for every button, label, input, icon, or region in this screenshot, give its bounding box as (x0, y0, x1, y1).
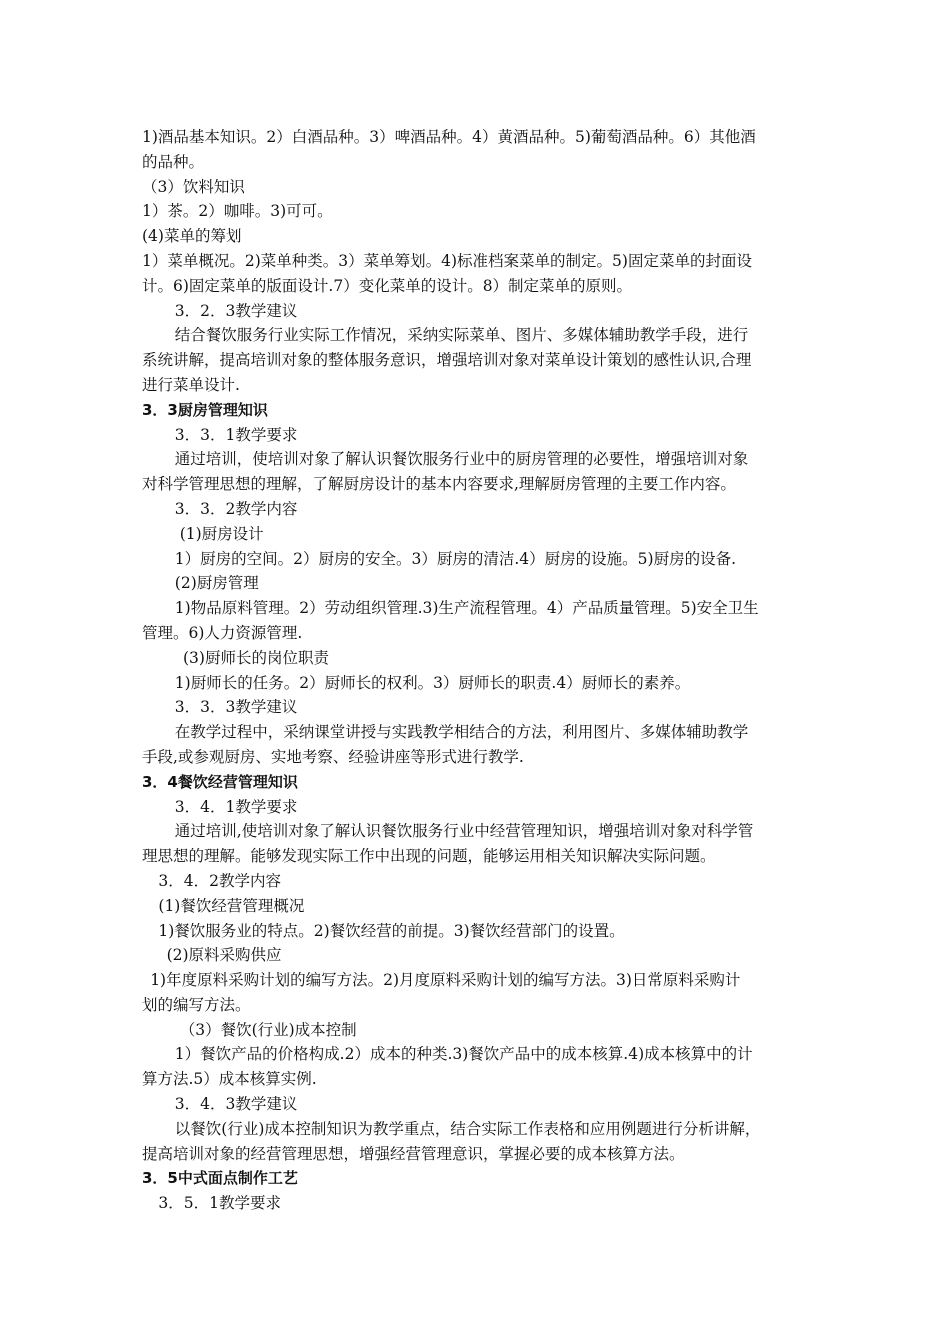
text-line: (3)厨师长的岗位职责 (183, 648, 329, 667)
text-line: 通过培训,使培训对象了解认识餐饮服务行业中经营管理知识，增强培训对象对科学管 (174, 822, 754, 841)
text-line: 3．3．2教学内容 (174, 499, 298, 518)
text-line: 1)年度原料采购计划的编写方法。2)月度原料采购计划的编写方法。3)日常原料采购计 (150, 971, 741, 990)
text-line: 3．2．3教学建议 (174, 301, 298, 320)
text-line: 1)物品原料管理。2）劳动组织管理.3)生产流程管理。4）产品质量管理。5)安全卫生 (174, 599, 759, 618)
section-heading: 3．5中式面点制作工艺 (142, 1169, 298, 1188)
text-line: 1）菜单概况。2)菜单种类。3）菜单筹划。4)标准档案菜单的制定。5)固定菜单的封面设 (142, 251, 752, 270)
text-line: 1)餐饮服务业的特点。2)餐饮经营的前提。3)餐饮经营部门的设置。 (158, 921, 625, 940)
text-line: 计。6)固定菜单的版面设计.7）变化菜单的设计。8）制定菜单的原则。 (142, 276, 633, 295)
text-line: 在教学过程中，采纳课堂讲授与实践教学相结合的方法，利用图片、多媒体辅助教学 (174, 723, 749, 742)
text-line: 手段,或参观厨房、实地考察、经验讲座等形式进行教学. (142, 747, 524, 766)
text-line: 3．3．1教学要求 (174, 425, 298, 444)
text-line: 1)厨师长的任务。2）厨师长的权利。3）厨师长的职责.4）厨师长的素养。 (174, 673, 691, 692)
text-line: 1)酒品基本知识。2）白酒品种。3）啤酒品种。4）黄酒品种。5)葡萄酒品种。6）其他酒 (142, 128, 756, 146)
text-line: 算方法.5）成本核算实例. (142, 1070, 317, 1089)
text-line: 1）餐饮产品的价格构成.2）成本的种类.3)餐饮产品中的成本核算.4)成本核算中的计 (174, 1045, 753, 1064)
text-line: 3．5．1教学要求 (158, 1194, 281, 1213)
text-line: (2)原料采购供应 (166, 946, 282, 965)
text-line: (2)厨房管理 (174, 574, 259, 593)
text-line: 以餐饮(行业)成本控制知识为教学重点，结合实际工作表格和应用例题进行分析讲解， (174, 1119, 761, 1138)
text-line: 3．4．1教学要求 (174, 797, 298, 816)
text-line: 3．4．2教学内容 (158, 871, 281, 890)
text-line: 3．3．3教学建议 (174, 698, 298, 717)
text-line: 的品种。 (142, 152, 205, 171)
text-line: 3．4．3教学建议 (174, 1095, 298, 1114)
text-line: 进行菜单设计. (142, 375, 240, 394)
text-line: (1)餐饮经营管理概况 (158, 896, 305, 915)
text-line: 理思想的理解。能够发现实际工作中出现的问题，能够运用相关知识解决实际问题。 (142, 847, 716, 866)
section-heading: 3．4餐饮经营管理知识 (142, 772, 298, 791)
section-heading: 3．3厨房管理知识 (142, 400, 268, 419)
text-line: (1)厨房设计 (179, 524, 264, 543)
text-line: 结合餐饮服务行业实际工作情况，采纳实际菜单、图片、多媒体辅助教学手段，进行 (174, 326, 749, 345)
text-line: （3）餐饮(行业)成本控制 (179, 1020, 357, 1039)
text-line: 提高培训对象的经营管理思想，增强经营管理意识，掌握必要的成本核算方法。 (142, 1144, 685, 1163)
text-line: 1）茶。2）咖啡。3)可可。 (142, 202, 333, 221)
text-line: 通过培训，使培训对象了解认识餐饮服务行业中的厨房管理的必要性，增强培训对象 (174, 450, 749, 469)
text-line: 对科学管理思想的理解，了解厨房设计的基本内容要求,理解厨房管理的主要工作内容。 (142, 475, 736, 494)
text-line: 系统讲解，提高培训对象的整体服务意识，增强培训对象对菜单设计策划的感性认识,合理 (142, 351, 752, 370)
text-line: 1）厨房的空间。2）厨房的安全。3）厨房的清洁.4）厨房的设施。5)厨房的设备. (174, 549, 737, 568)
text-line: (4)菜单的筹划 (142, 227, 242, 246)
text-line: （3）饮料知识 (142, 177, 245, 196)
document-body (142, 125, 812, 1216)
text-line: 管理。6)人力资源管理. (142, 623, 303, 642)
text-line: 划的编写方法。 (142, 995, 251, 1014)
